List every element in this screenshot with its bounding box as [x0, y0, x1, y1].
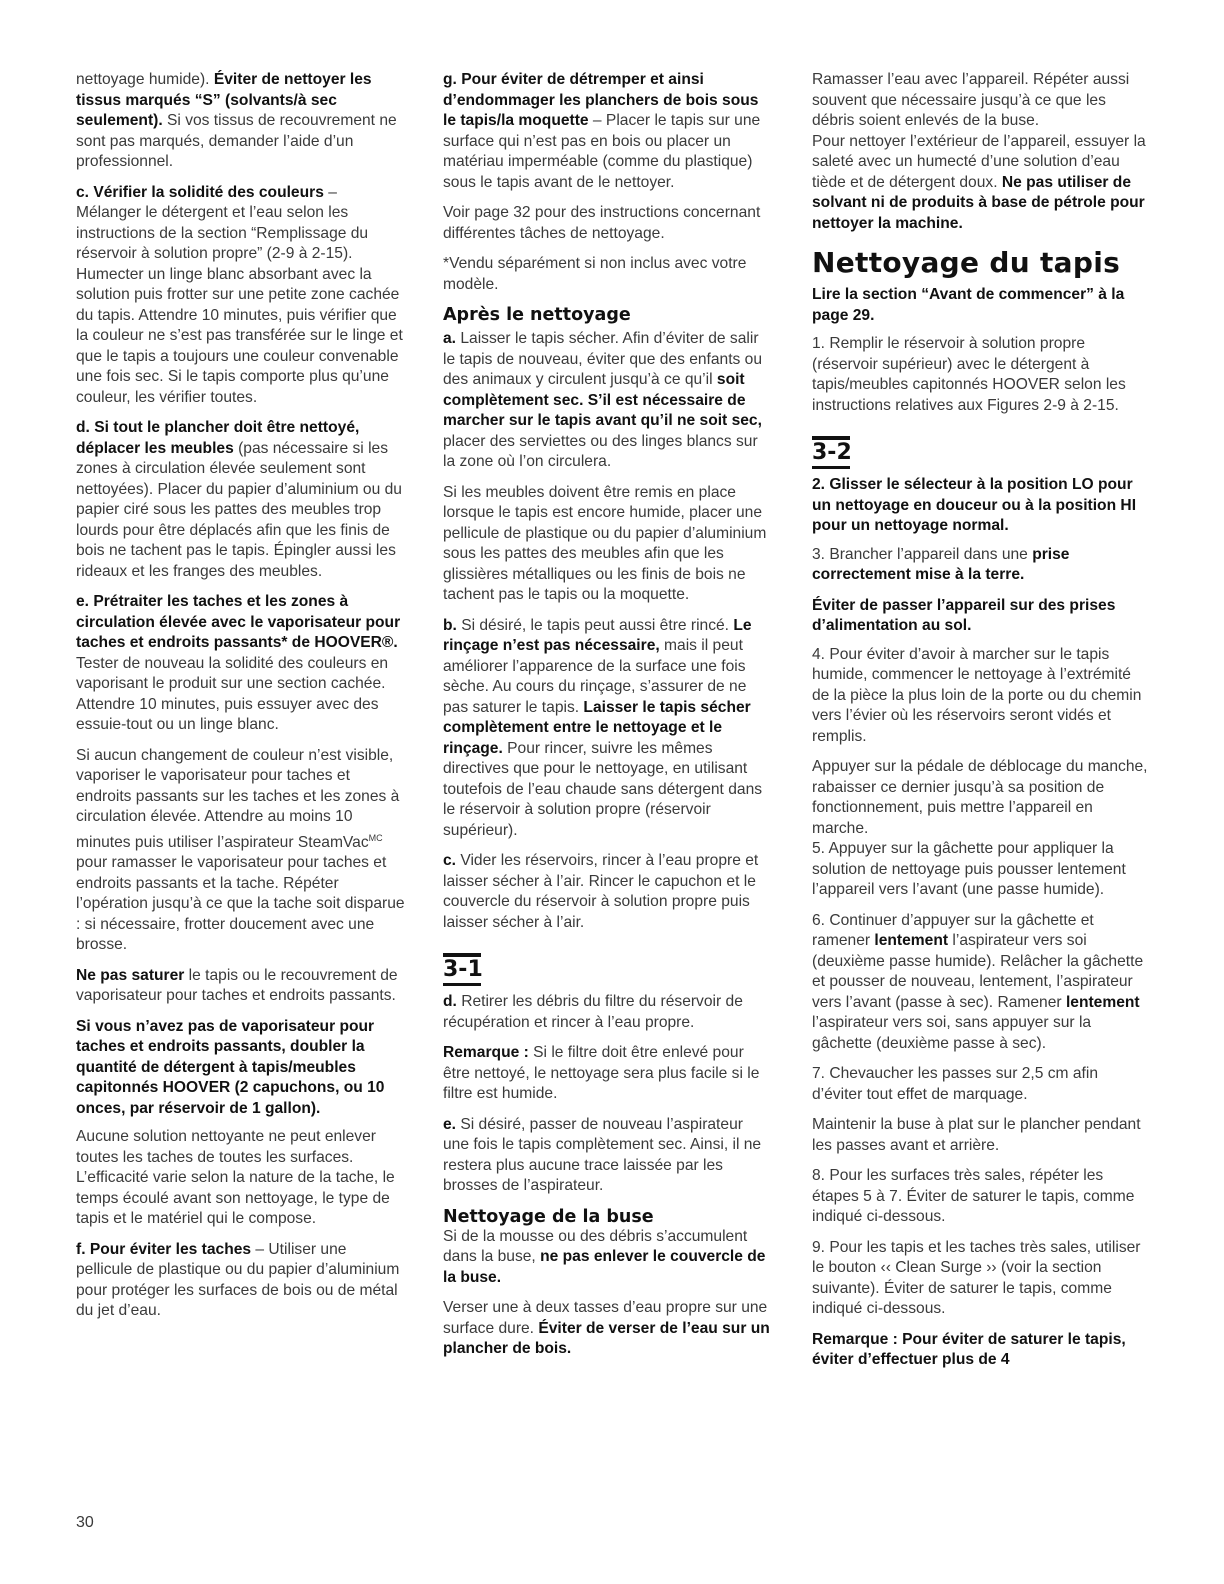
- paragraph-d-filtre: d. Retirer les débris du filtre du réservoir de récupération et rincer à l’eau propre.: [443, 993, 743, 1031]
- paragraph-step-2: 2. Glisser le sélecteur à la position LO pour un nettoyage en douceur ou à la position HI pour un nettoyage normal.: [812, 476, 1137, 534]
- paragraph-remarque-saturer: Remarque : Pour éviter de saturer le tapis, éviter d’effectuer plus de 4: [812, 1330, 1126, 1368]
- paragraph-step-5: 5. Appuyer sur la gâchette pour appliquer la solution de nettoyage puis pousser lentement l’appareil vers l’avant (une passe humide).: [812, 840, 1126, 898]
- paragraph-d-meubles: d. Si tout le plancher doit être nettoyé, déplacer les meubles (pas nécessaire si les zones à circulation élevée seulement sont nettoyées). Placer du papier d’aluminium ou du papier ciré sous les pattes des meubles trop lourds pour être déplacés afin que les finis de bois ne tachent pas le tapis. Épingler aussi les rideaux et les franges des meubles.: [76, 419, 402, 580]
- paragraph-g-planchers: g. Pour éviter de détremper et ainsi d’endommager les planchers de bois sous le tapis/la moquette – Placer le tapis sur une surface qui n’est pas en bois ou placer un matériau imperméable (comme du plastique) sous le tapis avant de le nettoyer.: [443, 71, 761, 191]
- paragraph-e-aspirateur: e. Si désiré, passer de nouveau l’aspirateur une fois le tapis complètement sec. Ainsi, il ne restera plus aucune trace laissée par les brosses de l’aspirateur.: [443, 1115, 762, 1194]
- paragraph-step-3: 3. Brancher l’appareil dans une prise correctement mise à la terre.: [812, 545, 1070, 583]
- section-title-nettoyage-tapis: Nettoyage du tapis: [812, 246, 1121, 279]
- paragraph-a-secher: a. Laisser le tapis sécher. Afin d’éviter de salir le tapis de nouveau, éviter que des enfants ou des animaux y circulent jusqu’à ce qu’il soit complètement sec. S’il est nécessaire de marcher sur le tapis avant qu’il ne soit sec, placer des serviettes ou des linges blancs sur la zone où l’on circulera.: [443, 330, 763, 470]
- paragraph-vendu: *Vendu séparément si non inclus avec votre modèle.: [443, 255, 747, 293]
- column-2: [443, 70, 773, 1370]
- figure-number: 3-1: [443, 957, 483, 982]
- paragraph-ne-pas-saturer: Ne pas saturer le tapis ou le recouvrement de vaporisateur pour taches et endroits passants.: [76, 966, 398, 1005]
- figure-label-3-2: [812, 436, 852, 469]
- heading-apres-nettoyage: Après le nettoyage: [443, 305, 631, 325]
- figure-label-3-1: [443, 953, 483, 986]
- paragraph-c-vider: c. Vider les réservoirs, rincer à l’eau propre et laisser sécher à l’air. Rincer le capuchon et le couvercle du réservoir à solution propre puis laisser sécher à l’air.: [443, 852, 759, 931]
- paragraph-step-1: 1. Remplir le réservoir à solution propre (réservoir supérieur) avec le détergent à tapis/meubles capitonnés HOOVER selon les instructions relatives aux Figures 2-9 à 2-15.: [812, 335, 1126, 414]
- figure-number: 3-2: [812, 440, 852, 465]
- paragraph-exterieur: Pour nettoyer l’extérieur de l’appareil, essuyer la saleté avec un humecté d’une solution d’eau tiède et de détergent doux. Ne pas utiliser de solvant ni de produits à base de pétrole pour nettoyer la machine.: [812, 132, 1146, 232]
- paragraph-voir-page: Voir page 32 pour des instructions concernant différentes tâches de nettoyage.: [443, 204, 761, 242]
- paragraph-tissus: nettoyage humide). Éviter de nettoyer les tissus marqués “S” (solvants/à sec seulement). Si vos tissus de recouvrement ne sont pas marqués, demander l’aide d’un professionnel.: [76, 71, 397, 170]
- paragraph-buse: Si de la mousse ou des débris s’accumulent dans la buse, ne pas enlever le couvercle de la buse.: [443, 1227, 766, 1286]
- heading-nettoyage-buse: Nettoyage de la buse: [443, 1206, 654, 1227]
- paragraph-c-couleurs: c. Vérifier la solidité des couleurs – Mélanger le détergent et l’eau selon les instructions de la section “Remplissage du réservoir à solution propre” (2-9 à 2-15). Humecter un linge blanc absorbant avec la solution puis frotter sur une petite zone cachée du tapis. Attendre 10 minutes, puis vérifier que la couleur ne s’est pas transférée sur le linge et que le tapis a toujours une couleur convenable une fois sec. Si le tapis comporte plus qu’une couleur, les vérifier toutes.: [76, 183, 403, 406]
- paragraph-eviter-prises: Éviter de passer l’appareil sur des prises d’alimentation au sol.: [812, 596, 1116, 634]
- paragraph-b-rincage: b. Si désiré, le tapis peut aussi être rincé. Le rinçage n’est pas nécessaire, mais il peut améliorer l’apparence de la surface une fois sèche. Au cours du rinçage, s’assurer de ne pas saturer le tapis. Laisser le tapis sécher complètement entre le nettoyage et le rinçage. Pour rincer, suivre les mêmes directives que pour le nettoyage, en utilisant toutefois de l’eau chaude sans détergent dans le réservoir à solution propre (réservoir supérieur).: [443, 616, 763, 839]
- paragraph-aucun-changement: Si aucun changement de couleur n’est visible, vaporiser le vaporisateur pour taches et endroits passants sur les taches et les zones à circulation élevée. Attendre au moins 10 minutes puis utiliser l’aspirateur SteamVac$^{MC}$ pour ramasser le vaporisateur pour taches et endroits passants et la tache. Répéter l’opération jusqu’à ce que la tache soit disparue : si nécessaire, frotter doucement avec une brosse.: [76, 746, 405, 954]
- paragraph-step-6: 6. Continuer d’appuyer sur la gâchette et ramener lentement l’aspirateur vers soi (deuxième passe humide). Relâcher la gâchette et pousser de nouveau, lentement, l’aspirateur vers l’avant (passe à sec). Ramener lentement l’aspirateur vers soi, sans appuyer sur la gâchette (deuxième passe à sec).: [812, 911, 1144, 1052]
- paragraph-f-taches: f. Pour éviter les taches – Utiliser une pellicule de plastique ou du papier d’aluminium pour protéger les surfaces de bois ou de métal du jet d’eau.: [76, 1240, 400, 1320]
- page-number: 30: [76, 1514, 94, 1531]
- figure-bar-bottom: [812, 466, 850, 469]
- column-1: [76, 70, 406, 1332]
- paragraph-maintenir: Maintenir la buse à plat sur le plancher pendant les passes avant et arrière.: [812, 1116, 1141, 1154]
- paragraph-e-pretraiter: e. Prétraiter les taches et les zones à circulation élevée avec le vaporisateur pour taches et endroits passants* de HOOVER®. Tester de nouveau la solidité des couleurs en vaporisant le produit sur une section cachée. Attendre 10 minutes, puis essuyer avec des essuie-tout ou un linge blanc.: [76, 593, 401, 733]
- paragraph-step-4: 4. Pour éviter d’avoir à marcher sur le tapis humide, commencer le nettoyage à l’extrémité de la pièce la plus loin de la porte ou du chemin vers l’évier où les réservoirs seront vidés et remplis.: [812, 645, 1142, 745]
- paragraph-step-8: 8. Pour les surfaces très sales, répéter les étapes 5 à 7. Éviter de saturer le tapis, comme indiqué ci-dessous.: [812, 1167, 1135, 1225]
- paragraph-verser: Verser une à deux tasses d’eau propre sur une surface dure. Éviter de verser de l’eau sur un plancher de bois.: [443, 1299, 770, 1357]
- paragraph-step-7: 7. Chevaucher les passes sur 2,5 cm afin d’éviter tout effet de marquage.: [812, 1065, 1099, 1103]
- paragraph-aucune-solution: Aucune solution nettoyante ne peut enlever toutes les taches de toutes les surfaces. L’efficacité varie selon la nature de la tache, le temps écoulé avant son nettoyage, le type de tapis et le matériel qui le compose.: [76, 1128, 395, 1228]
- paragraph-meubles-humide: Si les meubles doivent être remis en place lorsque le tapis est encore humide, placer une pellicule de plastique ou du papier d’aluminium sous les pattes des meubles afin que les glissières métalliques ou les finis de bois ne tachent pas le tapis ou la moquette.: [443, 483, 767, 603]
- column-3: [812, 70, 1148, 1379]
- figure-bar-bottom: [443, 983, 481, 986]
- paragraph-si-vous: Si vous n’avez pas de vaporisateur pour taches et endroits passants, doubler la quantité de détergent à tapis/meubles capitonnés HOOVER (2 capuchons, ou 10 onces, par réservoir de 1 gallon).: [76, 1017, 385, 1117]
- paragraph-step-9: 9. Pour les tapis et les taches très sales, utiliser le bouton ‹‹ Clean Surge ›› (voir la section suivante). Éviter de saturer le tapis, comme indiqué ci-dessous.: [812, 1238, 1141, 1317]
- paragraph-lire-section: Lire la section “Avant de commencer” à la page 29.: [812, 286, 1125, 324]
- paragraph-ramasser: Ramasser l’eau avec l’appareil. Répéter aussi souvent que nécessaire jusqu’à ce que les débris soient enlevés de la buse.: [812, 71, 1130, 129]
- paragraph-remarque-filtre: Remarque : Si le filtre doit être enlevé pour être nettoyé, le nettoyage sera plus facile si le filtre est humide.: [443, 1044, 760, 1102]
- paragraph-appuyer-pedale: Appuyer sur la pédale de déblocage du manche, rabaisser ce dernier jusqu’à sa position de fonctionnement, puis mettre l’appareil en marche.: [812, 758, 1148, 837]
